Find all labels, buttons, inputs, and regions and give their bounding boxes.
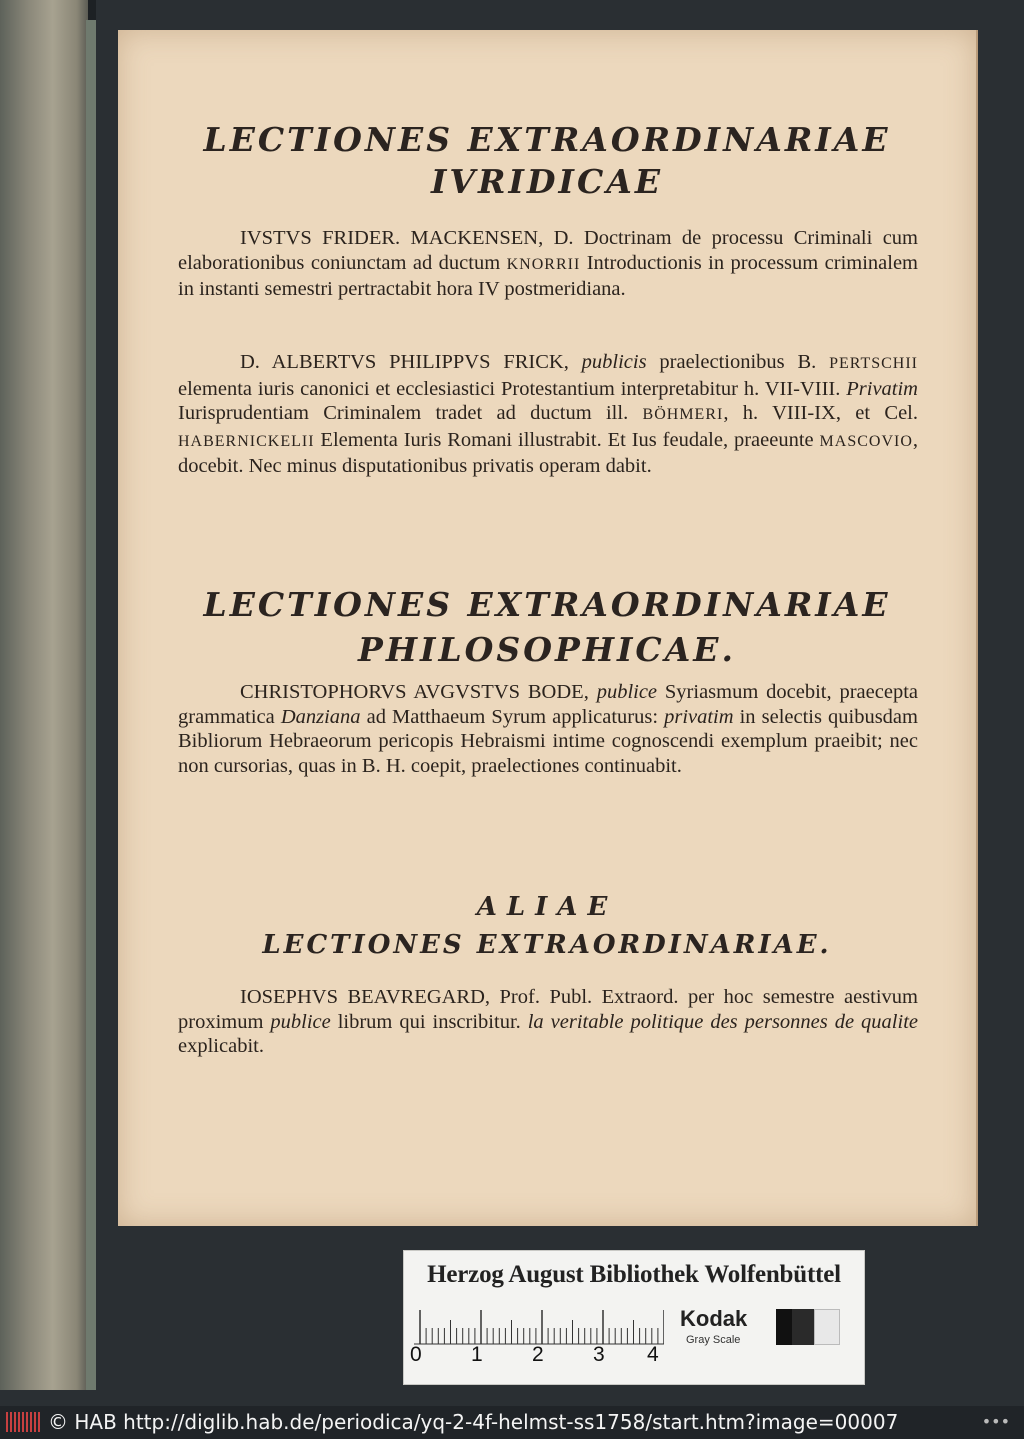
library-color-label bbox=[403, 1250, 865, 1385]
heading-aliae-line2: LECTIONES EXTRAORDINARIAE. bbox=[262, 930, 832, 960]
ruler-number: 2 bbox=[532, 1343, 544, 1366]
library-name: Herzog August Bibliothek Wolfenbüttel bbox=[427, 1261, 841, 1288]
paragraph-beauregard: IOSEPHVS BEAVREGARD, Prof. Publ. Extraord. per hoc semestre aestivum proximum publice librum qui inscribitur. la veritable politique des personnes de qualite explicabit. bbox=[178, 986, 918, 1057]
gray-scale-swatches bbox=[776, 1309, 840, 1345]
kodak-brand: Kodak bbox=[680, 1306, 748, 1331]
heading-philosophicae-line2: PHILOSOPHICAE. bbox=[358, 630, 736, 669]
book-binding bbox=[0, 0, 96, 1390]
heading-iuridicae-line2: IVRIDICAE bbox=[431, 162, 663, 201]
paragraph-frick: D. ALBERTVS PHILIPPVS FRICK, publicis praelectionibus B. PERTSCHII elementa iuris canonici et ecclesiastici Protestantium interpretabitur h. VII-VIII. Privatim Iurisprudentiam Criminalem tradet ad ductum ill. BÖHMERI, h. VIII-IX, et Cel. HABERNICKELII Elementa Iuris Romani illustrabit. Et Ius feudale, praeeunte MASCOVIO, docebit. Nec minus disputationibus privatis operam dabit. bbox=[178, 351, 918, 477]
scanned-page bbox=[118, 30, 978, 1226]
previous-page-edge bbox=[86, 20, 96, 1390]
heading-iuridicae-line1: LECTIONES EXTRAORDINARIAE bbox=[203, 120, 891, 159]
barcode-icon bbox=[6, 1412, 42, 1432]
footer-bar bbox=[0, 1406, 1024, 1439]
gray-scale-caption: Gray Scale bbox=[686, 1334, 741, 1346]
ruler-number: 4 bbox=[647, 1343, 659, 1366]
heading-aliae-line1: ALIAE bbox=[476, 892, 618, 922]
heading-philosophicae-line1: LECTIONES EXTRAORDINARIAE bbox=[203, 585, 891, 624]
paragraph-bode: CHRISTOPHORVS AVGVSTVS BODE, publice Syriasmum docebit, praecepta grammatica Danziana ad Matthaeum Syrum applicaturus: privatim in selectis quibusdam Bibliorum Hebraeorum pericopis Hebraismi intime cognoscendi exemplum praeibit; nec non cursorias, quas in B. H. coepit, praelectiones continuabit. bbox=[178, 681, 918, 777]
ruler-number: 3 bbox=[593, 1343, 605, 1366]
ruler-numbers bbox=[404, 1343, 674, 1373]
ruler-scale bbox=[414, 1306, 664, 1346]
source-url[interactable]: © HAB http://diglib.hab.de/periodica/yq-2-4f-helmst-ss1758/start.htm?image=00007 bbox=[48, 1410, 899, 1434]
more-icon[interactable]: ••• bbox=[981, 1412, 1010, 1431]
ruler-number: 0 bbox=[410, 1343, 422, 1366]
paragraph-mackensen: IVSTVS FRIDER. MACKENSEN, D. Doctrinam de processu Criminali cum elaborationibus coniunctam ad ductum KNORRII Introductionis in processum criminalem in instanti semestri pertractabit hora IV postmeridiana. bbox=[178, 227, 919, 300]
ruler-number: 1 bbox=[471, 1343, 483, 1366]
